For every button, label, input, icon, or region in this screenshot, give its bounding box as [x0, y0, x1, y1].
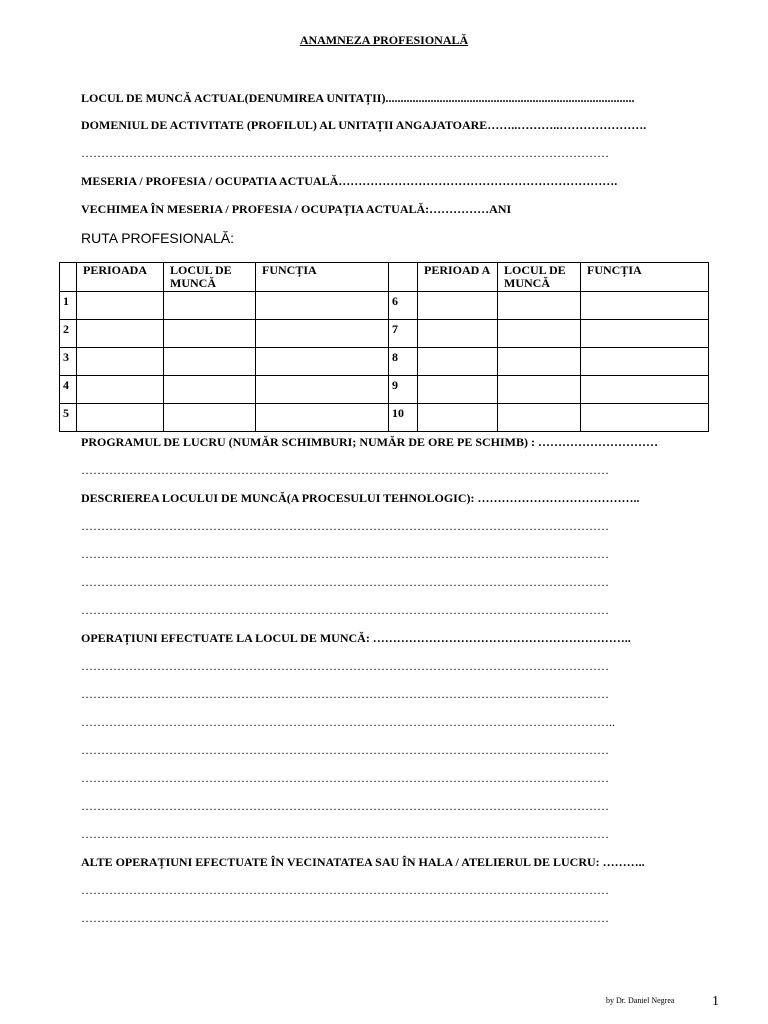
dotted-line: ……………………………………………………………………………………………………………………: [81, 799, 609, 813]
table-cell[interactable]: [418, 320, 498, 348]
dotted-line: ……………………………………………………………………………………………………………………: [81, 883, 609, 897]
row-number: 7: [389, 320, 418, 348]
dotted-line: ……………………………………………………………………………………………………………………: [81, 603, 609, 617]
row-number: 2: [60, 320, 77, 348]
vechimea-line: VECHIMEA ÎN MESERIA / PROFESIA / OCUPAȚIA ACTUALĂ:……………ANI: [81, 202, 512, 216]
locul-de-munca-line: LOCUL DE MUNCĂ ACTUAL(DENUMIREA UNITAȚII)...................................................................................: [81, 91, 635, 105]
ruta-profesionala-table: [59, 262, 709, 432]
table-cell[interactable]: [418, 348, 498, 376]
table-cell[interactable]: [498, 320, 581, 348]
table-cell[interactable]: [418, 292, 498, 320]
table-cell[interactable]: [256, 376, 389, 404]
table-cell[interactable]: [164, 404, 256, 432]
dotted-line: ……………………………………………………………………………………………………………………: [81, 659, 609, 673]
dotted-line: ……………………………………………………………………………………………………………………: [81, 519, 609, 533]
alte-operatiuni-line: ALTE OPERAȚIUNI EFECTUATE ÎN VECINATATEA SAU ÎN HALA / ATELIERUL DE LUCRU: ………..: [81, 855, 645, 869]
table-cell[interactable]: [581, 376, 709, 404]
ruta-profesionala-heading: RUTA PROFESIONALĂ:: [81, 230, 234, 246]
table-cell[interactable]: [164, 376, 256, 404]
dotted-line: ……………………………………………………………………………………………………………………: [81, 827, 609, 841]
operatiuni-line: OPERAȚIUNI EFECTUATE LA LOCUL DE MUNCĂ: ………………………………………………………..: [81, 631, 631, 645]
dotted-line: ……………………………………………………………………………………………………………………..: [81, 715, 615, 729]
table-header-cell: PERIOADA: [77, 263, 164, 292]
table-cell[interactable]: [418, 404, 498, 432]
row-number: 1: [60, 292, 77, 320]
dotted-line: ……………………………………………………………………………………………………………………: [81, 463, 609, 477]
table-cell[interactable]: [164, 348, 256, 376]
table-cell[interactable]: [581, 348, 709, 376]
table-row: [60, 376, 709, 404]
table-cell[interactable]: [164, 292, 256, 320]
document-title: ANAMNEZA PROFESIONALĂ: [299, 33, 469, 47]
table-cell[interactable]: [581, 292, 709, 320]
programul-de-lucru-line: PROGRAMUL DE LUCRU (NUMĂR SCHIMBURI; NUMĂR DE ORE PE SCHIMB) : …………………………: [81, 435, 658, 449]
table-cell[interactable]: [498, 376, 581, 404]
table-cell[interactable]: [498, 404, 581, 432]
table-cell[interactable]: [256, 292, 389, 320]
table-cell[interactable]: [498, 292, 581, 320]
dotted-line: ……………………………………………………………………………………………………………………: [81, 575, 609, 589]
table-cell[interactable]: [498, 348, 581, 376]
row-number: 9: [389, 376, 418, 404]
dotted-line: ……………………………………………………………………………………………………………………: [81, 771, 609, 785]
dotted-line: ……………………………………………………………………………………………………………………: [81, 547, 609, 561]
table-header-cell: [60, 263, 77, 292]
table-header-row: [60, 263, 709, 292]
table-header-cell: LOCUL DE MUNCĂ: [498, 263, 581, 292]
meseria-line: MESERIA / PROFESIA / OCUPATIA ACTUALĂ…………………………………………………………….: [81, 174, 618, 188]
table-cell[interactable]: [581, 320, 709, 348]
row-number: 3: [60, 348, 77, 376]
table-header-cell: FUNCȚIA: [256, 263, 389, 292]
table-cell[interactable]: [77, 348, 164, 376]
row-number: 8: [389, 348, 418, 376]
table-row: [60, 404, 709, 432]
row-number: 4: [60, 376, 77, 404]
page-number: 1: [712, 994, 719, 1009]
table-cell[interactable]: [256, 404, 389, 432]
row-number: 10: [389, 404, 418, 432]
table-header-cell: FUNCȚIA: [581, 263, 709, 292]
row-number: 5: [60, 404, 77, 432]
table-cell[interactable]: [77, 376, 164, 404]
dotted-line: ……………………………………………………………………………………………………………………: [81, 146, 609, 160]
dotted-line: ……………………………………………………………………………………………………………………: [81, 743, 609, 757]
table-cell[interactable]: [256, 348, 389, 376]
table-cell[interactable]: [77, 292, 164, 320]
table-header-cell: LOCUL DE MUNCĂ: [164, 263, 256, 292]
table-cell[interactable]: [256, 320, 389, 348]
table-row: [60, 348, 709, 376]
table-cell[interactable]: [581, 404, 709, 432]
table-cell[interactable]: [164, 320, 256, 348]
dotted-line: ……………………………………………………………………………………………………………………: [81, 687, 609, 701]
footer-author: by Dr. Daniel Negrea: [606, 996, 675, 1005]
table-row: [60, 320, 709, 348]
table-cell[interactable]: [77, 404, 164, 432]
table-cell[interactable]: [418, 376, 498, 404]
table-header-cell: [389, 263, 418, 292]
table-cell[interactable]: [77, 320, 164, 348]
descrierea-locului-line: DESCRIEREA LOCULUI DE MUNCĂ(A PROCESULUI TEHNOLOGIC): …………………………………..: [81, 491, 640, 505]
row-number: 6: [389, 292, 418, 320]
dotted-line: ……………………………………………………………………………………………………………………: [81, 911, 609, 925]
table-row: [60, 292, 709, 320]
domeniul-activitate-line: DOMENIUL DE ACTIVITATE (PROFILUL) AL UNITAȚII ANGAJATOARE……..………..………………….: [81, 118, 647, 132]
table-header-cell: PERIOAD A: [418, 263, 498, 292]
